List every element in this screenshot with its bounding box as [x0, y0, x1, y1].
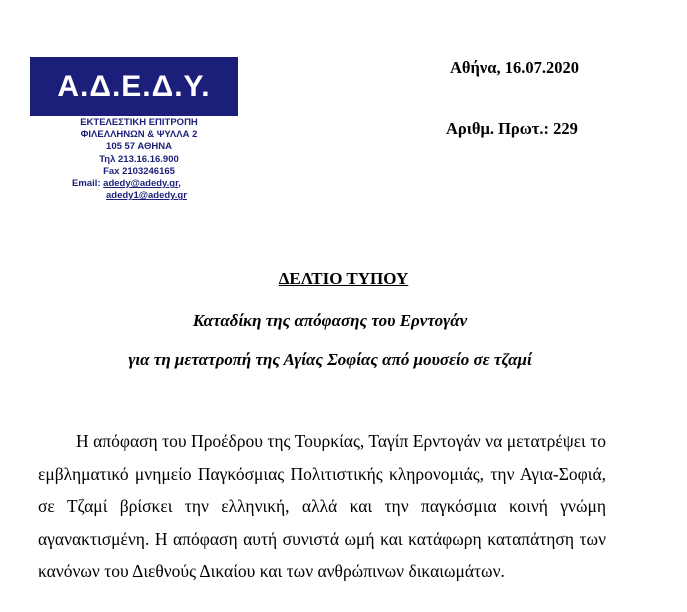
- logo-text: Α.Δ.Ε.Δ.Υ.: [57, 69, 211, 103]
- email-link-2[interactable]: adedy1@adedy.gr: [106, 190, 187, 202]
- document-title: ΔΕΛΤΙΟ ΤΥΠΟΥ: [278, 269, 409, 288]
- email-row-2: [54, 190, 224, 202]
- org-line-phone: Τηλ 213.16.16.900: [99, 153, 179, 165]
- email-label: Email:: [72, 178, 101, 190]
- org-line-postcode: 105 57 ΑΘΗΝΑ: [106, 141, 172, 153]
- org-line-fax: Fax 2103246165: [103, 165, 175, 177]
- org-line-committee: ΕΚΤΕΛΕΣΤΙΚΗ ΕΠΙΤΡΟΠΗ: [80, 117, 198, 128]
- body-paragraph: Η απόφαση του Προέδρου της Τουρκίας, Ταγίπ Ερντογάν να μετατρέψει το εμβληματικό μνημείο Παγκόσμιας Πολιτιστικής κληρονομιάς, την Αγια-Σοφιά, σε Τζαμί βρίσκει την ελληνική, αλλά και την παγκόσμια κοινή γνώμη αγανακτισμένη. Η απόφαση αυτή συνιστά ωμή και κατάφωρη καταπάτηση των κανόνων του Διεθνούς Δικαίου και των ανθρώπινων δικαιωμάτων.: [38, 431, 606, 581]
- document-subtitle-1: Καταδίκη της απόφασης του Ερντογάν: [192, 311, 468, 330]
- document-date: Αθήνα, 16.07.2020: [450, 58, 579, 77]
- adedy-logo: [30, 57, 238, 116]
- email-link-1[interactable]: adedy@adedy.gr: [103, 178, 179, 190]
- email-separator: ,: [178, 178, 181, 190]
- document-subtitle-2: για τη μετατροπή της Αγίας Σοφίας από μουσείο σε τζαμί: [128, 350, 532, 369]
- org-line-address: ΦΙΛΕΛΛΗΝΩΝ & ΨΥΛΛΑ 2: [80, 129, 198, 141]
- organization-info: [54, 117, 224, 202]
- protocol-number: Αριθμ. Πρωτ.: 229: [446, 119, 578, 138]
- email-row: [54, 178, 224, 190]
